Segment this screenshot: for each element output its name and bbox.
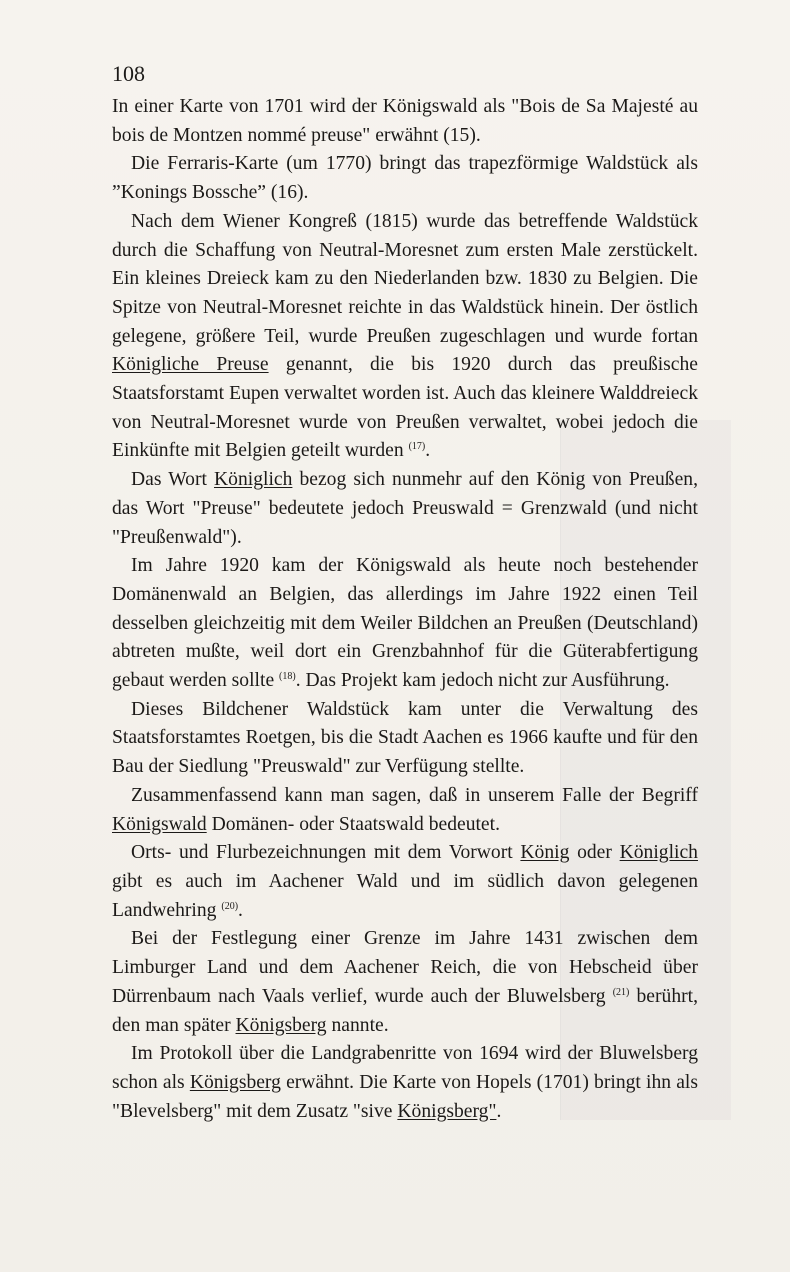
paragraph xyxy=(112,552,698,696)
underlined-term: Königsberg xyxy=(189,1071,281,1093)
text-run: genannt, die bis 1920 durch das preußische Staatsforstamt Eupen verwaltet worden ist. Auch das kleinere Walddreieck von Neutral-Moresnet wurde von Preußen verwaltet, wobei jedoch die Einkünfte mit Belgien geteilt wurden xyxy=(112,354,698,462)
page-number: 108 xyxy=(112,61,145,86)
text-run: Nach dem Wiener Kongreß (1815) wurde das betreffende Waldstück durch die Schaffung von Neutral-Moresnet zum ersten Male zerstückelt. Ein kleines Dreieck kam zu den Niederlanden bzw. 1830 zu Belgien. Die Spitze von Neutral-Moresnet reichte in das Waldstück hinein. Der östlich gelegene, größere Teil, wurde Preußen zugeschlagen und wurde fortan xyxy=(112,210,698,347)
underlined-term: Königsberg xyxy=(235,1014,327,1036)
text-run: oder xyxy=(569,842,620,864)
text-run: Orts- und Flurbezeichnungen mit dem Vorwort xyxy=(131,842,521,864)
paragraph xyxy=(112,150,698,207)
paragraph xyxy=(112,466,698,552)
underlined-term: Königsberg" xyxy=(397,1100,497,1122)
footnote-ref: (21) xyxy=(612,986,630,998)
text-run: . xyxy=(238,899,243,921)
text-run: Zusammenfassend kann man sagen, daß in unserem Falle der Begriff xyxy=(131,784,698,806)
text-run: Im Jahre 1920 kam der Königswald als heute noch bestehender Domänenwald an Belgien, das allerdings im Jahre 1922 einen Teil desselben gleichzeitig mit dem Weiler Bildchen an Preußen (Deutschland) abtreten mußte, weil dort ein Grenzbahnhof für die Güterabfertigung gebaut werden sollte xyxy=(112,555,698,692)
text-run: gibt es auch im Aachener Wald und im südlich davon gelegenen Landwehring xyxy=(112,870,698,921)
underlined-term: König xyxy=(520,842,570,864)
footnote-ref: (18) xyxy=(279,671,296,683)
text-run: Im Protokoll über die Landgrabenritte von 1694 wird der Bluwelsberg schon als xyxy=(112,1043,698,1093)
footnote-ref: (17) xyxy=(408,441,426,453)
underlined-term: Königlich xyxy=(214,469,293,491)
text-run: erwähnt. Die Karte von Hopels (1701) bringt ihn als "Blevelsberg" mit dem Zusatz "sive xyxy=(112,1071,698,1122)
text-run: bezog sich nunmehr auf den König von Preußen, das Wort "Preuse" bedeutete jedoch Preuswald = Grenzwald (und nicht "Preußenwald"). xyxy=(112,469,698,548)
text-run: Das Wort xyxy=(131,469,215,491)
paragraph xyxy=(112,93,698,150)
text-run: Bei der Festlegung einer Grenze im Jahre 1431 zwischen dem Limburger Land und dem Aachener Reich, die von Hebscheid über Dürrenbaum nach Vaals verlief, wurde auch der Bluwelsberg xyxy=(112,928,698,1007)
text-run: In einer Karte von 1701 wird der Königswald als "Bois de Sa Majesté au bois de Montzen nommé preuse" erwähnt (15). xyxy=(112,96,698,146)
text-run: Dieses Bildchener Waldstück kam unter die Verwaltung des Staatsforstamtes Roetgen, bis die Stadt Aachen es 1966 kaufte und für den Bau der Siedlung "Preuswald" zur Verfügung stellte. xyxy=(112,698,698,778)
underlined-term: Königliche Preuse xyxy=(112,354,269,376)
paragraph xyxy=(112,696,698,782)
text-run: . xyxy=(425,440,431,462)
underlined-term: Königlich xyxy=(619,842,698,864)
footnote-ref: (20) xyxy=(221,900,239,912)
paragraph xyxy=(112,839,698,925)
text-run: . Das Projekt kam jedoch nicht zur Ausführung. xyxy=(295,670,670,692)
paragraph xyxy=(112,925,698,1040)
text-run: . xyxy=(496,1100,502,1122)
text-run: nannte. xyxy=(326,1014,389,1036)
text-run: berührt, den man später xyxy=(112,985,698,1036)
text-run: Die Ferraris-Karte (um 1770) bringt das trapezförmige Waldstück als ”Konings Bossche” (16). xyxy=(112,153,698,204)
body-text xyxy=(112,93,698,1126)
paragraph xyxy=(112,782,698,839)
underlined-term: Königswald xyxy=(112,813,207,835)
paragraph xyxy=(112,208,698,466)
paragraph xyxy=(112,1040,698,1126)
text-run: Domänen- oder Staatswald bedeutet. xyxy=(206,813,500,835)
